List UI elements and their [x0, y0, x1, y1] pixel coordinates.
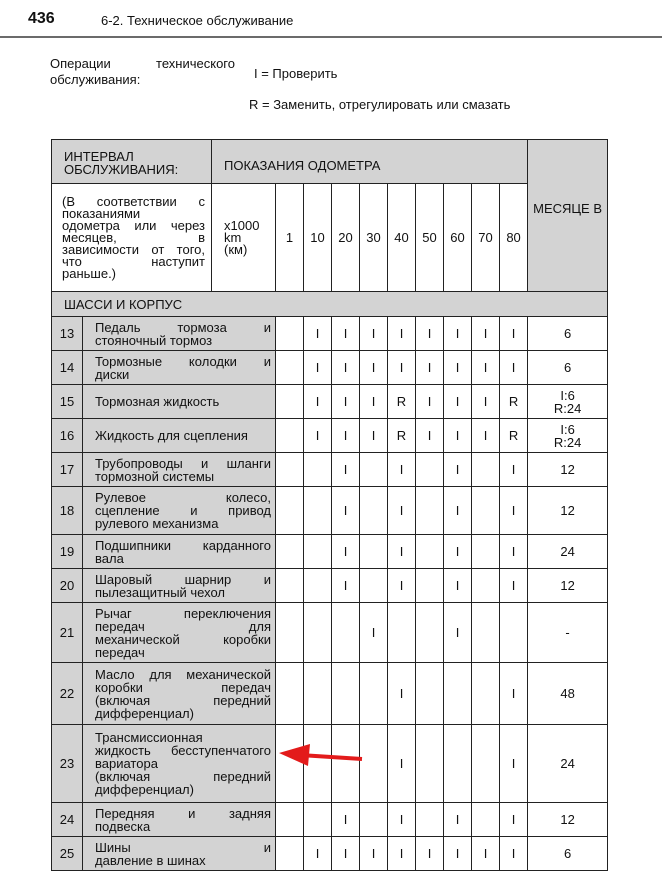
interval-cell: R: [388, 419, 416, 453]
note-line: раньше.): [62, 265, 117, 281]
row-number: 20: [52, 569, 83, 602]
item-name-line: подвеска: [95, 818, 151, 834]
interval-cell: I: [500, 837, 528, 871]
interval-cell: I: [500, 803, 528, 837]
item-name-line: Тормозные колодки и: [95, 353, 271, 369]
row-number: 23: [52, 725, 83, 802]
interval-cell: I: [416, 385, 444, 419]
interval-cell: I: [332, 419, 360, 453]
interval-cell: I: [472, 419, 500, 453]
unit-line: x1000: [224, 217, 260, 233]
interval-header: ИНТЕРВАЛ ОБСЛУЖИВАНИЯ:: [52, 140, 212, 184]
interval-cell: I: [444, 453, 472, 487]
odometer-column-header: 30: [360, 184, 388, 292]
interval-cell: I: [388, 487, 416, 535]
row-number: 18: [52, 487, 83, 534]
arrow-head: [279, 744, 310, 766]
section-header: ШАССИ И КОРПУС: [52, 292, 608, 317]
item-name-line: передач: [95, 644, 145, 660]
row-number: 17: [52, 453, 83, 486]
interval-cell: R: [388, 385, 416, 419]
interval-cell: I: [332, 837, 360, 871]
row-number: 22: [52, 663, 83, 724]
interval-cell: I: [500, 487, 528, 535]
interval-cell: I: [444, 603, 472, 663]
row-number: 25: [52, 837, 83, 870]
interval-cell: R: [500, 419, 528, 453]
item-name-line: Трубопроводы и шланги: [95, 455, 271, 471]
interval-cell: I: [416, 837, 444, 871]
item-name-line: давление в шинах: [95, 852, 206, 868]
interval-cell: I: [360, 351, 388, 385]
interval-cell: I: [388, 569, 416, 603]
interval-cell: I: [304, 351, 332, 385]
interval-cell: I: [388, 803, 416, 837]
unit-line: km: [224, 229, 242, 245]
item-name-line: Передняя и задняя: [95, 805, 271, 821]
note-line: (В соответствии с: [62, 193, 205, 209]
odometer-column-header: 10: [304, 184, 332, 292]
item-name-line: рулевого механизма: [95, 516, 219, 531]
item-name-line: (включая передний: [95, 769, 271, 784]
item-name-line: Шины и: [95, 839, 271, 855]
item-name-line: дифференциал): [95, 782, 194, 797]
interval-cell: I: [472, 317, 500, 351]
item-name-line: сцепление и привод: [95, 503, 271, 518]
months-value: R:24: [553, 434, 582, 450]
interval-cell: I: [388, 725, 416, 803]
row-number: 16: [52, 419, 83, 452]
months-value: 12: [560, 462, 575, 477]
item-name-line: Тормозная жидкость: [95, 394, 220, 409]
item-name-line: Рычаг переключения: [95, 605, 271, 621]
item-name-line: Жидкость для сцепления: [95, 428, 248, 443]
interval-cell: I: [332, 317, 360, 351]
months-value: R:24: [553, 400, 582, 416]
interval-cell: I: [388, 837, 416, 871]
item-name-line: Рулевое колесо,: [95, 490, 271, 505]
months-header: МЕСЯЦЕ В: [528, 140, 608, 292]
interval-cell: I: [500, 535, 528, 569]
interval-cell: I: [332, 569, 360, 603]
note-line: что наступит: [62, 253, 205, 269]
row-number: 13: [52, 317, 83, 350]
interval-cell: I: [388, 317, 416, 351]
interval-cell: I: [360, 317, 388, 351]
item-name-line: диски: [95, 366, 130, 382]
odometer-column-header: 1: [276, 184, 304, 292]
item-name-line: стояночный тормоз: [95, 332, 213, 348]
interval-cell: I: [500, 569, 528, 603]
unit-line: (км): [224, 241, 248, 257]
interval-cell: I: [360, 603, 388, 663]
legend-inspect: I = Проверить: [254, 66, 338, 81]
interval-cell: I: [444, 385, 472, 419]
interval-cell: I: [444, 317, 472, 351]
legend-replace: R = Заменить, отрегулировать или смазать: [249, 97, 511, 112]
interval-cell: I: [388, 453, 416, 487]
row-number: 21: [52, 603, 83, 662]
interval-cell: I: [388, 351, 416, 385]
interval-cell: I: [332, 535, 360, 569]
interval-cell: I: [332, 453, 360, 487]
interval-cell: I: [416, 317, 444, 351]
odometer-header: ПОКАЗАНИЯ ОДОМЕТРА: [212, 140, 528, 184]
interval-cell: I: [304, 317, 332, 351]
item-name-line: вариатора: [95, 756, 158, 771]
item-name-line: вала: [95, 550, 124, 566]
interval-cell: I: [500, 663, 528, 725]
interval-cell: I: [444, 351, 472, 385]
item-name-line: Педаль тормоза и: [95, 319, 271, 335]
item-name-line: Подшипники карданного: [95, 537, 271, 553]
item-name-line: передач для: [95, 618, 271, 634]
interval-cell: I: [500, 351, 528, 385]
odometer-column-header: 70: [472, 184, 500, 292]
item-name-line: Трансмиссионная: [95, 730, 203, 745]
interval-cell: I: [304, 837, 332, 871]
item-name-line: механической коробки: [95, 631, 271, 647]
interval-cell: I: [444, 569, 472, 603]
months-value: 24: [560, 544, 575, 559]
interval-cell: I: [472, 351, 500, 385]
months-value: 12: [560, 503, 575, 518]
interval-cell: I: [304, 385, 332, 419]
note-line: месяцев, в: [62, 229, 205, 245]
legend-label-line: Операции технического: [50, 56, 235, 71]
interval-cell: I: [388, 663, 416, 725]
interval-cell: I: [472, 837, 500, 871]
interval-cell: I: [332, 351, 360, 385]
months-value: I:6: [560, 421, 575, 437]
item-name-line: коробки передач: [95, 679, 271, 695]
months-value: 12: [560, 578, 575, 593]
interval-cell: I: [444, 535, 472, 569]
interval-cell: I: [332, 803, 360, 837]
row-number: 24: [52, 803, 83, 836]
months-value: 6: [563, 846, 572, 861]
note-line: показаниями: [62, 205, 141, 221]
interval-cell: I: [360, 385, 388, 419]
interval-cell: I: [500, 725, 528, 803]
months-value: 24: [560, 756, 575, 771]
interval-cell: I: [500, 453, 528, 487]
row-number: 15: [52, 385, 83, 418]
odometer-column-header: 80: [500, 184, 528, 292]
item-name-line: Масло для механической: [95, 666, 271, 682]
odometer-column-header: 40: [388, 184, 416, 292]
interval-cell: I: [444, 487, 472, 535]
months-value: 48: [560, 686, 575, 701]
months-value: 12: [560, 812, 575, 827]
arrow-shaft: [300, 755, 362, 759]
interval-cell: I: [360, 419, 388, 453]
note-line: зависимости от того,: [62, 241, 205, 257]
item-name-line: тормозной системы: [95, 468, 215, 484]
interval-cell: I: [444, 419, 472, 453]
legend-label-line: обслуживания:: [50, 72, 141, 87]
interval-cell: I: [304, 419, 332, 453]
months-value: 6: [563, 360, 572, 375]
interval-cell: I: [444, 837, 472, 871]
months-value: I:6: [560, 387, 575, 403]
odometer-column-header: 60: [444, 184, 472, 292]
note-line: одометра или через: [62, 217, 205, 233]
months-value: 6: [563, 326, 572, 341]
item-name-line: пылезащитный чехол: [95, 584, 226, 600]
interval-cell: I: [444, 803, 472, 837]
odometer-column-header: 50: [416, 184, 444, 292]
item-name-line: жидкость бесступенчатого: [95, 743, 271, 758]
interval-cell: I: [332, 385, 360, 419]
row-number: 19: [52, 535, 83, 568]
interval-cell: R: [500, 385, 528, 419]
item-name-line: (включая передний: [95, 692, 271, 708]
interval-cell: I: [416, 351, 444, 385]
chapter-title: 6-2. Техническое обслуживание: [101, 13, 294, 28]
item-name-line: дифференциал): [95, 705, 194, 721]
interval-cell: I: [332, 487, 360, 535]
interval-cell: I: [416, 419, 444, 453]
interval-cell: I: [388, 535, 416, 569]
interval-cell: I: [500, 317, 528, 351]
odometer-column-header: 20: [332, 184, 360, 292]
page-number: 436: [28, 10, 55, 27]
item-name-line: Шаровый шарнир и: [95, 571, 271, 587]
interval-cell: I: [472, 385, 500, 419]
row-number: 14: [52, 351, 83, 384]
months-value: -: [565, 625, 570, 640]
interval-cell: I: [360, 837, 388, 871]
